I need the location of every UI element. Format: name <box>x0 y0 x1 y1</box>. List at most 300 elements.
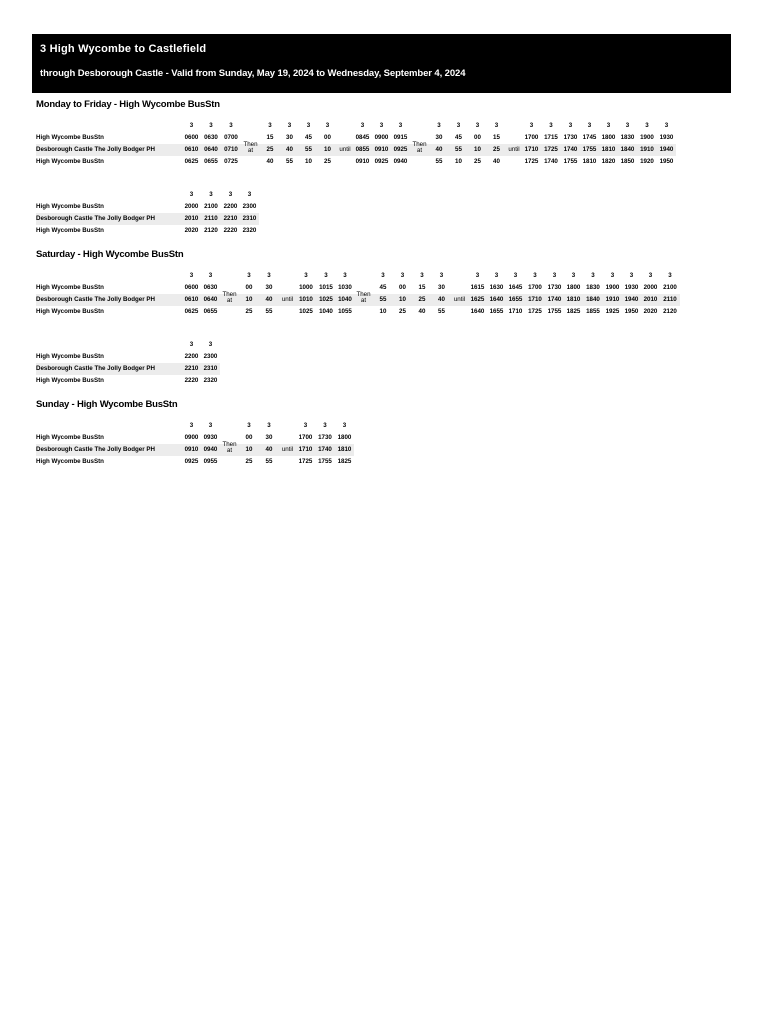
departure-time: 1800 <box>337 434 352 441</box>
empty-cell <box>279 270 296 282</box>
departure-time: 0915 <box>393 134 408 141</box>
stop-row <box>36 363 220 375</box>
departure-time: 00 <box>474 134 481 141</box>
route-number: 3 <box>325 122 330 129</box>
departure-time: 1000 <box>299 284 313 291</box>
route-number: 3 <box>360 122 365 129</box>
departure-time: 1910 <box>637 144 657 156</box>
departure-time: 1810 <box>564 294 583 306</box>
then-at-text: Then at <box>222 440 237 454</box>
stop-name: High Wycombe BusStn <box>36 377 104 384</box>
until-note <box>451 282 468 318</box>
route-number: 3 <box>342 422 347 429</box>
departure-time: 0655 <box>204 158 218 165</box>
empty-cell <box>36 339 182 351</box>
route-number: 3 <box>189 341 194 348</box>
departure-time: 1710 <box>525 294 545 306</box>
stop-row <box>36 225 259 237</box>
empty-cell <box>36 189 182 201</box>
route-number: 3 <box>610 272 615 279</box>
departure-time: 1010 <box>296 294 316 306</box>
departure-time: 1710 <box>508 308 523 315</box>
departure-time: 2200 <box>184 353 199 360</box>
departure-time: 0930 <box>203 434 218 441</box>
timetable-block <box>36 117 676 168</box>
route-number: 3 <box>303 422 308 429</box>
departure-time: 40 <box>429 144 449 156</box>
departure-time: 0855 <box>353 144 372 156</box>
timetable-block <box>36 267 680 318</box>
departure-time: 2020 <box>184 227 199 234</box>
stop-name: Desborough Castle The Jolly Bodger PH <box>36 363 182 375</box>
departure-time: 1025 <box>299 308 313 315</box>
route-number: 3 <box>420 272 424 279</box>
section-title: Saturday - High Wycombe BusStn <box>36 249 184 260</box>
departure-time: 1950 <box>659 158 674 165</box>
departure-time: 1800 <box>601 134 616 141</box>
departure-time: 15 <box>266 134 274 141</box>
departure-time: 1055 <box>338 308 352 315</box>
departure-time: 55 <box>449 144 468 156</box>
departure-time: 1825 <box>566 308 581 315</box>
departure-time: 10 <box>393 294 412 306</box>
departure-time: 0640 <box>201 294 220 306</box>
route-number: 3 <box>306 122 311 129</box>
route-number: 3 <box>189 191 194 198</box>
stop-name: Desborough Castle The Jolly Bodger PH <box>36 444 182 456</box>
departure-time: 1755 <box>563 158 578 165</box>
empty-cell <box>36 420 182 432</box>
stop-row <box>36 132 676 144</box>
departure-time: 2120 <box>663 308 677 315</box>
departure-time: 1725 <box>524 158 539 165</box>
stop-name: High Wycombe BusStn <box>36 284 104 291</box>
stop-row <box>36 156 676 168</box>
departure-time: 1800 <box>566 284 581 291</box>
departure-time: 0610 <box>182 144 201 156</box>
timetable-block <box>36 336 220 387</box>
stop-name: High Wycombe BusStn <box>36 227 104 234</box>
departure-time: 10 <box>455 158 462 165</box>
departure-time: 1830 <box>586 284 600 291</box>
route-number: 3 <box>552 272 557 279</box>
stop-row <box>36 456 354 468</box>
departure-time: 0910 <box>182 444 201 456</box>
departure-time: 0910 <box>372 144 391 156</box>
departure-time: 1730 <box>563 134 578 141</box>
timetable <box>36 120 676 168</box>
route-number-row <box>36 270 680 282</box>
departure-time: 0910 <box>355 158 370 165</box>
departure-time: 2220 <box>184 377 199 384</box>
empty-cell <box>279 420 296 432</box>
departure-time: 00 <box>324 134 331 141</box>
departure-time: 40 <box>266 158 274 165</box>
departure-time: 30 <box>438 284 445 291</box>
departure-time: 1925 <box>605 308 620 315</box>
empty-cell <box>451 270 468 282</box>
route-number: 3 <box>247 422 251 429</box>
departure-time: 0925 <box>184 458 199 465</box>
departure-time: 1940 <box>622 294 641 306</box>
departure-time: 2210 <box>221 213 240 225</box>
departure-time: 00 <box>399 284 406 291</box>
route-number: 3 <box>398 122 403 129</box>
route-number-row <box>36 189 259 201</box>
route-number: 3 <box>648 272 653 279</box>
route-number: 3 <box>571 272 576 279</box>
departure-time: 0630 <box>203 284 218 291</box>
route-number: 3 <box>324 272 328 279</box>
departure-time: 0940 <box>201 444 220 456</box>
route-number: 3 <box>494 272 499 279</box>
departure-time: 1830 <box>620 134 635 141</box>
route-number: 3 <box>549 122 553 129</box>
departure-time: 0625 <box>184 158 199 165</box>
empty-cell <box>354 270 373 282</box>
route-number: 3 <box>247 191 252 198</box>
departure-time: 1840 <box>618 144 637 156</box>
departure-time: 2200 <box>223 203 238 210</box>
departure-time: 55 <box>299 144 318 156</box>
departure-time: 1730 <box>318 434 332 441</box>
departure-time: 30 <box>265 284 273 291</box>
timetable-header <box>32 34 731 93</box>
stop-name: Desborough Castle The Jolly Bodger PH <box>36 213 182 225</box>
departure-time: 40 <box>259 444 279 456</box>
empty-cell <box>337 120 353 132</box>
route-number: 3 <box>287 122 292 129</box>
stop-row <box>36 282 680 294</box>
departure-time: 2300 <box>203 353 218 360</box>
until-text: until <box>339 146 351 153</box>
then-at-text: Then at <box>243 140 258 154</box>
departure-time: 1855 <box>586 308 600 315</box>
empty-cell <box>241 120 260 132</box>
departure-time: 0900 <box>374 134 389 141</box>
route-number: 3 <box>268 122 272 129</box>
stop-row <box>36 375 220 387</box>
route-number: 3 <box>209 122 213 129</box>
stop-row <box>36 351 220 363</box>
then-at-note <box>410 132 429 168</box>
stop-name: High Wycombe BusStn <box>36 353 104 360</box>
departure-time: 2000 <box>643 284 658 291</box>
route-number: 3 <box>587 122 592 129</box>
departure-time: 1900 <box>605 284 620 291</box>
departure-time: 2310 <box>201 363 220 375</box>
route-number: 3 <box>247 272 251 279</box>
departure-time: 0700 <box>224 134 238 141</box>
departure-time: 0640 <box>201 144 221 156</box>
timetable <box>36 270 680 318</box>
route-number: 3 <box>267 422 271 429</box>
empty-cell <box>220 420 239 432</box>
until-text: until <box>508 146 520 153</box>
route-number: 3 <box>664 122 669 129</box>
stop-name: High Wycombe BusStn <box>36 203 104 210</box>
route-number: 3 <box>189 122 194 129</box>
timetable-block <box>36 186 259 237</box>
then-at-text: Then at <box>412 140 427 154</box>
timetable <box>36 339 220 387</box>
until-note <box>506 132 522 168</box>
departure-time: 1825 <box>337 458 352 465</box>
departure-time: 0725 <box>224 158 238 165</box>
departure-time: 55 <box>286 158 293 165</box>
departure-time: 1025 <box>316 294 336 306</box>
departure-time: 1655 <box>506 294 525 306</box>
departure-time: 1615 <box>470 284 485 291</box>
departure-time: 2300 <box>242 203 257 210</box>
departure-time: 1040 <box>336 294 354 306</box>
departure-time: 10 <box>379 308 387 315</box>
departure-time: 25 <box>245 308 253 315</box>
route-number: 3 <box>343 272 347 279</box>
departure-time: 1930 <box>624 284 639 291</box>
departure-time: 2110 <box>660 294 680 306</box>
route-number: 3 <box>228 191 233 198</box>
route-title: 3 High Wycombe to Castlefield <box>40 43 207 55</box>
departure-time: 30 <box>265 434 273 441</box>
departure-time: 1910 <box>603 294 622 306</box>
departure-time: 0900 <box>184 434 199 441</box>
departure-time: 1030 <box>338 284 352 291</box>
departure-time: 1630 <box>489 284 504 291</box>
departure-time: 0610 <box>182 294 201 306</box>
route-number: 3 <box>533 272 537 279</box>
route-number: 3 <box>381 272 385 279</box>
departure-time: 1700 <box>524 134 539 141</box>
departure-time: 0625 <box>184 308 199 315</box>
departure-time: 1725 <box>298 458 313 465</box>
route-number: 3 <box>208 272 213 279</box>
until-text: until <box>453 296 466 303</box>
departure-time: 1655 <box>489 308 504 315</box>
departure-time: 1730 <box>547 284 562 291</box>
route-number-row <box>36 120 676 132</box>
departure-time: 10 <box>318 144 337 156</box>
departure-time: 0710 <box>221 144 241 156</box>
departure-time: 00 <box>245 434 253 441</box>
departure-time: 55 <box>373 294 393 306</box>
departure-time: 1740 <box>544 158 558 165</box>
departure-time: 2020 <box>643 308 658 315</box>
route-number: 3 <box>475 272 480 279</box>
section-title: Sunday - High Wycombe BusStn <box>36 399 178 410</box>
departure-time: 1740 <box>561 144 580 156</box>
departure-time: 30 <box>286 134 293 141</box>
route-number: 3 <box>591 272 595 279</box>
timetable-block <box>36 417 354 468</box>
route-number: 3 <box>379 122 384 129</box>
until-note <box>279 432 296 468</box>
then-at-note <box>220 282 239 318</box>
route-number: 3 <box>456 122 461 129</box>
departure-time: 1820 <box>601 158 616 165</box>
departure-time: 2320 <box>242 227 257 234</box>
departure-time: 1740 <box>545 294 564 306</box>
empty-cell <box>36 270 182 282</box>
departure-time: 55 <box>435 158 443 165</box>
route-number: 3 <box>208 341 213 348</box>
departure-time: 1850 <box>620 158 635 165</box>
route-number: 3 <box>629 272 634 279</box>
departure-time: 0940 <box>393 158 408 165</box>
departure-time: 2100 <box>204 203 218 210</box>
departure-time: 2320 <box>203 377 218 384</box>
route-number-row <box>36 339 220 351</box>
until-note <box>279 282 296 318</box>
departure-time: 1900 <box>640 134 654 141</box>
departure-time: 40 <box>280 144 299 156</box>
until-text: until <box>281 296 294 303</box>
departure-time: 25 <box>260 144 280 156</box>
departure-time: 25 <box>474 158 481 165</box>
departure-time: 0600 <box>184 134 199 141</box>
route-number: 3 <box>208 422 213 429</box>
timetable <box>36 420 354 468</box>
route-number: 3 <box>189 272 194 279</box>
departure-time: 25 <box>399 308 406 315</box>
stop-name: Desborough Castle The Jolly Bodger PH <box>36 144 182 156</box>
departure-time: 40 <box>259 294 279 306</box>
route-number: 3 <box>437 122 441 129</box>
stop-row <box>36 201 259 213</box>
timetable <box>36 189 259 237</box>
departure-time: 1700 <box>298 434 313 441</box>
departure-time: 15 <box>493 134 500 141</box>
departure-time: 45 <box>455 134 462 141</box>
departure-time: 0600 <box>184 284 199 291</box>
route-number: 3 <box>189 422 194 429</box>
stop-name: High Wycombe BusStn <box>36 458 104 465</box>
departure-time: 1725 <box>528 308 542 315</box>
departure-time: 2000 <box>184 203 199 210</box>
then-at-note <box>354 282 373 318</box>
departure-time: 2100 <box>663 284 677 291</box>
departure-time: 0925 <box>391 144 410 156</box>
departure-time: 0655 <box>203 308 218 315</box>
departure-time: 15 <box>418 284 426 291</box>
departure-time: 40 <box>493 158 500 165</box>
route-number: 3 <box>304 272 308 279</box>
departure-time: 1755 <box>318 458 332 465</box>
route-number: 3 <box>400 272 405 279</box>
departure-time: 2110 <box>201 213 221 225</box>
route-number: 3 <box>229 122 233 129</box>
stop-name: High Wycombe BusStn <box>36 158 104 165</box>
stop-name: High Wycombe BusStn <box>36 434 104 441</box>
route-number: 3 <box>645 122 649 129</box>
route-number: 3 <box>494 122 499 129</box>
then-at-text: Then at <box>222 290 237 304</box>
departure-time: 1640 <box>470 308 485 315</box>
departure-time: 1710 <box>522 144 541 156</box>
departure-time: 0845 <box>355 134 370 141</box>
departure-time: 1740 <box>315 444 335 456</box>
departure-time: 1810 <box>582 158 597 165</box>
departure-time: 2010 <box>641 294 660 306</box>
departure-time: 1745 <box>582 134 597 141</box>
until-text: until <box>281 446 294 453</box>
departure-time: 1755 <box>580 144 599 156</box>
departure-time: 25 <box>412 294 432 306</box>
route-number: 3 <box>475 122 480 129</box>
departure-time: 30 <box>435 134 443 141</box>
route-number: 3 <box>439 272 444 279</box>
departure-time: 10 <box>239 444 259 456</box>
departure-time: 0630 <box>204 134 218 141</box>
section-title: Monday to Friday - High Wycombe BusStn <box>36 99 220 110</box>
departure-time: 1930 <box>659 134 674 141</box>
departure-time: 2220 <box>223 227 238 234</box>
departure-time: 40 <box>432 294 451 306</box>
departure-time: 45 <box>305 134 312 141</box>
departure-time: 1015 <box>319 284 333 291</box>
then-at-text: Then at <box>356 290 371 304</box>
departure-time: 1625 <box>468 294 487 306</box>
route-number: 3 <box>568 122 573 129</box>
departure-time: 1920 <box>640 158 654 165</box>
departure-time: 10 <box>305 158 312 165</box>
empty-cell <box>220 270 239 282</box>
stop-row <box>36 213 259 225</box>
until-note <box>337 132 353 168</box>
stop-row <box>36 432 354 444</box>
empty-cell <box>506 120 522 132</box>
departure-time: 10 <box>468 144 487 156</box>
stop-name: Desborough Castle The Jolly Bodger PH <box>36 294 182 306</box>
departure-time: 10 <box>239 294 259 306</box>
route-number: 3 <box>625 122 630 129</box>
then-at-note <box>241 132 260 168</box>
departure-time: 1710 <box>296 444 315 456</box>
departure-time: 25 <box>324 158 331 165</box>
departure-time: 25 <box>245 458 253 465</box>
departure-time: 2010 <box>182 213 201 225</box>
departure-time: 55 <box>265 308 273 315</box>
departure-time: 25 <box>487 144 506 156</box>
departure-time: 55 <box>265 458 273 465</box>
departure-time: 55 <box>438 308 445 315</box>
departure-time: 2120 <box>204 227 218 234</box>
route-number: 3 <box>668 272 672 279</box>
departure-time: 0955 <box>203 458 218 465</box>
stop-row <box>36 144 676 156</box>
departure-time: 40 <box>418 308 426 315</box>
then-at-note <box>220 432 239 468</box>
route-number: 3 <box>529 122 534 129</box>
departure-time: 1700 <box>528 284 542 291</box>
departure-time: 00 <box>245 284 253 291</box>
route-number: 3 <box>267 272 271 279</box>
departure-time: 45 <box>379 284 387 291</box>
departure-time: 1645 <box>508 284 523 291</box>
route-number: 3 <box>323 422 327 429</box>
stop-name: High Wycombe BusStn <box>36 308 104 315</box>
departure-time: 1810 <box>599 144 618 156</box>
departure-time: 1940 <box>657 144 676 156</box>
departure-time: 1950 <box>624 308 639 315</box>
departure-time: 2310 <box>240 213 259 225</box>
stop-name: High Wycombe BusStn <box>36 134 104 141</box>
departure-time: 1640 <box>487 294 506 306</box>
departure-time: 1040 <box>319 308 333 315</box>
departure-time: 1725 <box>541 144 561 156</box>
route-validity-subtitle: through Desborough Castle - Valid from Sunday, May 19, 2024 to Wednesday, September 4, 2024 <box>40 68 466 79</box>
empty-cell <box>410 120 429 132</box>
